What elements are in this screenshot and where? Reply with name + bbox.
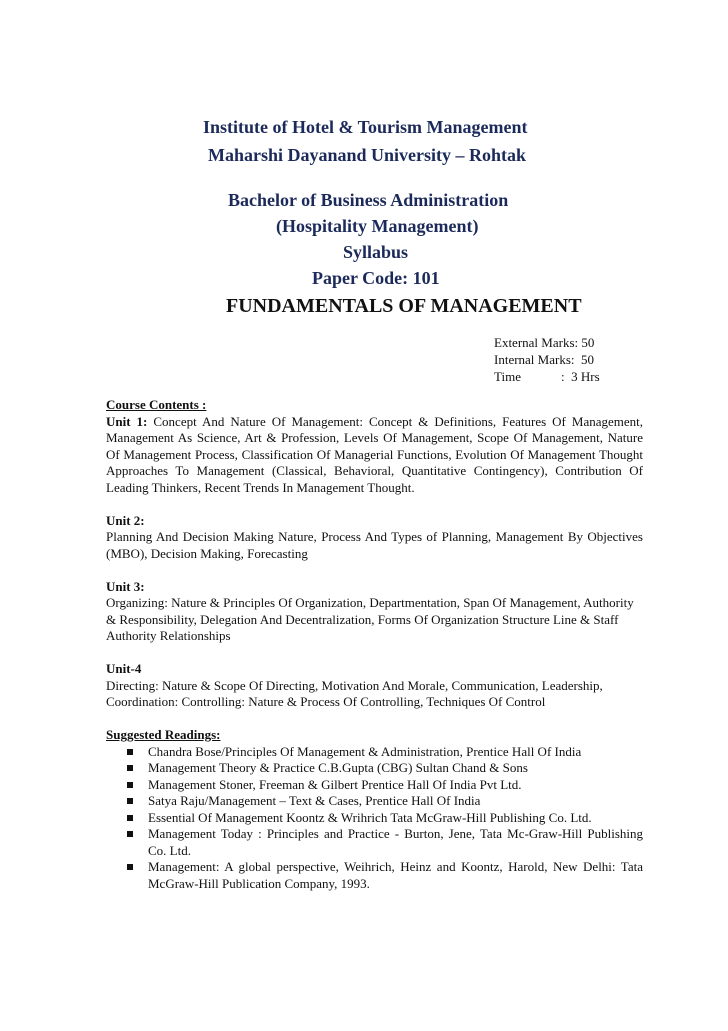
reading-item: Chandra Bose/Principles Of Management & Administration, Prentice Hall Of India [106, 744, 643, 761]
unit-3-label: Unit 3: [106, 578, 145, 594]
time-label: Time [494, 369, 521, 384]
unit-1 [106, 414, 643, 497]
course-content [106, 397, 643, 892]
unit-2-text: Planning And Decision Making Nature, Process And Types of Planning, Management By Objectives (MBO), Decision Making, Forecasting [106, 529, 643, 561]
external-marks: External Marks: 50 [494, 335, 595, 350]
reading-item: Satya Raju/Management – Text & Cases, Prentice Hall Of India [106, 793, 643, 810]
subject-title: FUNDAMENTALS OF MANAGEMENT [226, 295, 582, 317]
square-bullet-icon [127, 864, 133, 870]
specialization: (Hospitality Management) [276, 216, 479, 236]
paper-code: Paper Code: 101 [312, 268, 440, 288]
unit-4-label: Unit-4 [106, 661, 142, 676]
internal-marks: Internal Marks: 50 [494, 352, 595, 367]
reading-item: Management Theory & Practice C.B.Gupta (CBG) Sultan Chand & Sons [106, 760, 643, 777]
readings-list [106, 744, 643, 893]
institute-name: Institute of Hotel & Tourism Management [203, 117, 528, 137]
reading-item: Essential Of Management Koontz & Wrihrich Tata McGraw-Hill Publishing Co. Ltd. [106, 810, 643, 827]
square-bullet-icon [127, 782, 133, 788]
square-bullet-icon [127, 765, 133, 771]
square-bullet-icon [127, 831, 133, 837]
course-contents-heading: Course Contents : [106, 397, 207, 412]
unit-4-text: Directing: Nature & Scope Of Directing, Motivation And Morale, Communication, Leadership, Coordination: Controlling: Nature & Process Of Controlling, Techniques Of Control [106, 677, 603, 709]
time-value: : 3 Hrs [560, 369, 600, 384]
square-bullet-icon [127, 749, 133, 755]
reading-item: Management Today : Principles and Practice - Burton, Jene, Tata Mc-Graw-Hill Publishing Co. Ltd. [106, 826, 643, 859]
unit-3-text: Organizing: Nature & Principles Of Organization, Departmentation, Span Of Management, Authority & Responsibility, Delegation And Decentralization, Forms Of Organization Structure Line & Staff Authority Relationships [106, 595, 634, 643]
square-bullet-icon [127, 798, 133, 804]
marks-block [494, 334, 600, 385]
square-bullet-icon [127, 815, 133, 821]
document-type: Syllabus [343, 242, 409, 262]
unit-1-label: Unit 1: [106, 413, 148, 429]
time-row [494, 368, 600, 385]
reading-item: Management Stoner, Freeman & Gilbert Prentice Hall Of India Pvt Ltd. [106, 777, 643, 794]
suggested-readings-heading: Suggested Readings: [106, 727, 221, 742]
unit-1-text: Concept And Nature Of Management: Concept & Definitions, Features Of Management, Management As Science, Art & Profession, Levels Of Management, Scope Of Management, Nature Of Management Process, Classification Of Managerial Functions, Evolution Of Management Thought Approaches To Management (Classical, Behavioral, Quantitative Contingency), Contribution Of Leading Thinkers, Recent Trends In Management Thought. [106, 413, 643, 495]
unit-2-label: Unit 2: [106, 512, 145, 528]
reading-item: Management: A global perspective, Weihrich, Heinz and Koontz, Harold, New Delhi: Tata McGraw-Hill Publication Company, 1993. [106, 859, 643, 892]
university-name: Maharshi Dayanand University – Rohtak [208, 145, 527, 165]
program-name: Bachelor of Business Administration [228, 190, 509, 210]
